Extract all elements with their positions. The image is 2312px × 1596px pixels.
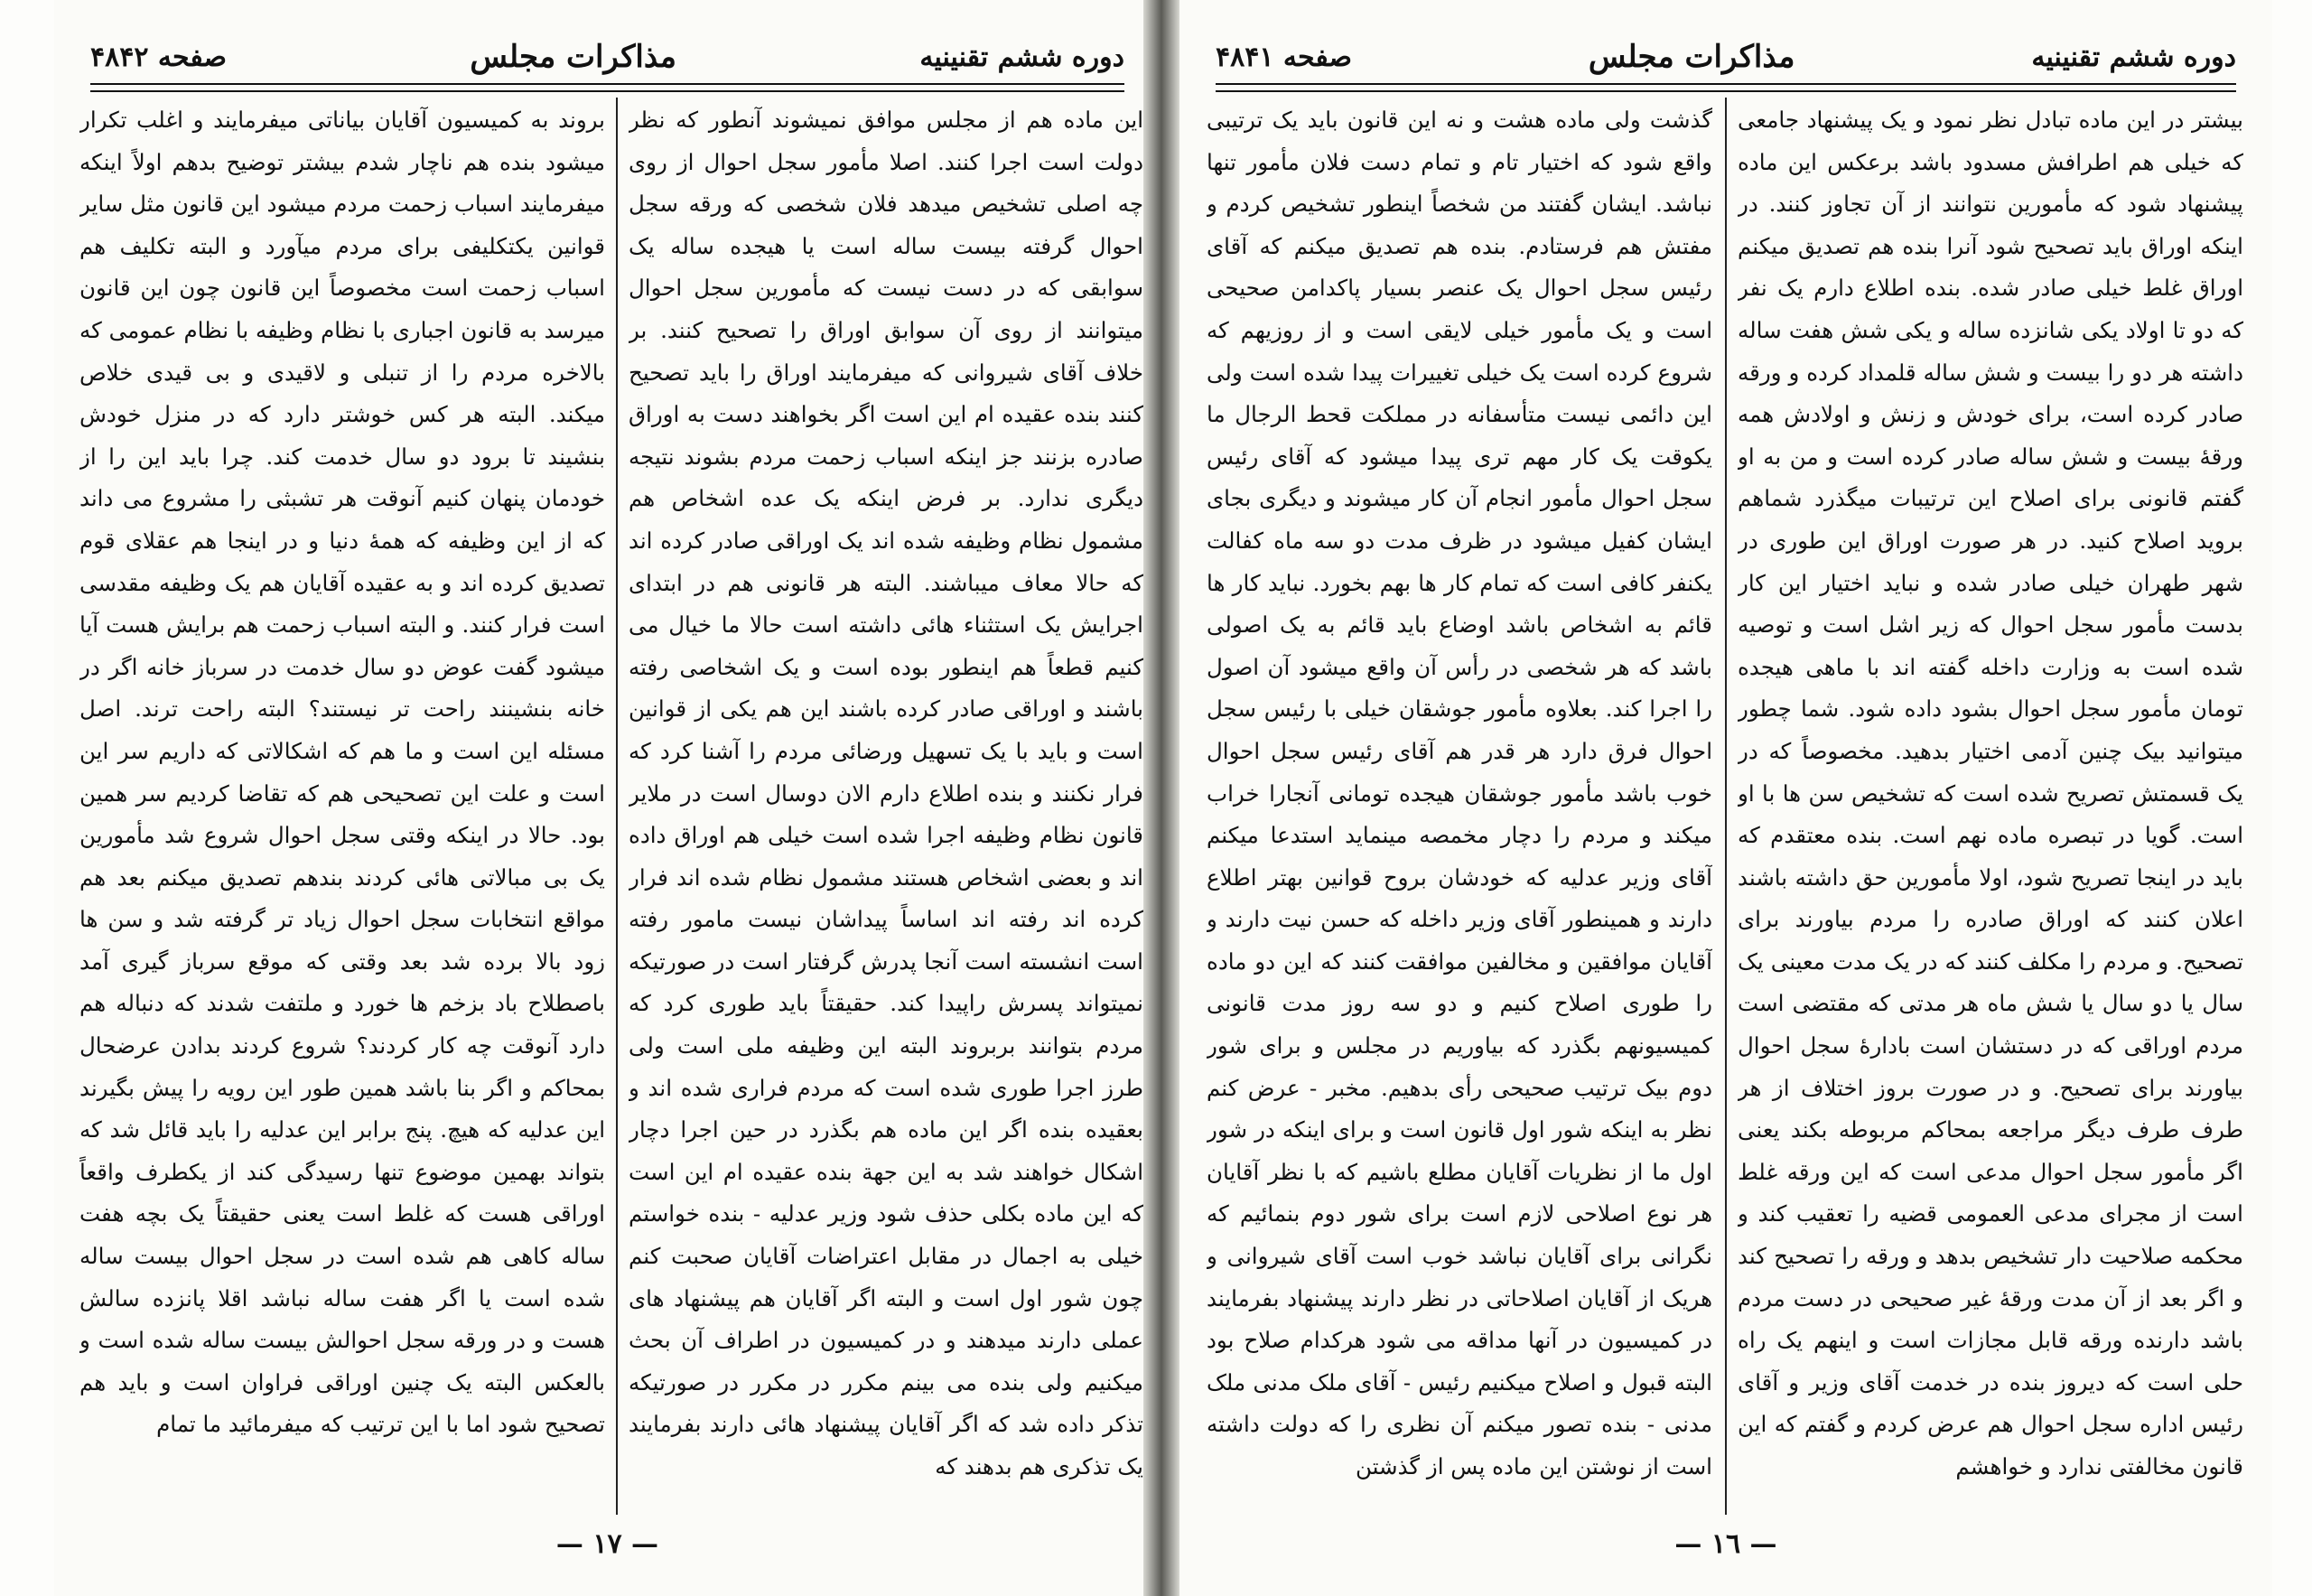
folio-number: — ١٦ —	[1674, 1528, 1777, 1560]
right-page-header	[1216, 34, 2236, 79]
column-divider	[1725, 98, 1727, 1515]
column-text: گذشت ولی ماده هشت و نه این قانون باید یک ترتیبی واقع شود که اختیار تام و تمام دست فلان مأمور تنها نباشد. ایشان گفتند من شخصاً اینطور تشخیص کردم و مفتش هم فرستادم. بنده هم تصدیق میکنم که آقای رئیس سجل احوال یک عنصر بسیار پاکدامن صحیحی است و یک مأمور خیلی لایقی است و از روزیهم که شروع کرده است یک خیلی تغییرات پیدا شده است ولی این دائمی نیست متأسفانه در مملکت قحط الرجال ما یکوقت یک کار مهم تری پیدا میشود که آقای رئیس سجل احوال مأمور انجام آن کار میشوند و دیگری بجای ایشان کفیل میشود در ظرف مدت دو سه ماه کفالت یکنفر کافی است که تمام کار ها بهم بخورد. نباید کار ها قائم به اشخاص باشد اوضاع باید قائم به یک اصولی باشد که هر شخصی در رأس آن واقع میشود آن اصول را اجرا کند. بعلاوه مأمور جوشقان خیلی با رئیس سجل احوال فرق دارد هر قدر هم آقای رئیس سجل احوال خوب باشد مأمور جوشقان هیجده تومانی آنجارا خراب میکند و مردم را دچار مخمصه مینماید استدعا میکنم آقای وزیر عدلیه که خودشان بروح قوانین بهتر اطلاع دارند و همینطور آقای وزیر داخله که حسن نیت دارند و آقایان موافقین و مخالفین موافقت کنند که این دو ماده را طوری اصلاح کنیم و دو سه روز مدت قانونی کمیسیونهم بگذرد که بیاوریم در مجلس و برای شور دوم بیک ترتیب صحیحی رأی بدهیم. مخبر - عرض کنم نظر به اینکه شور اول قانون است و برای اینکه در شور اول ما از نظریات آقایان مطلع باشیم که با نظر آقایان هر نوع اصلاحی لازم است برای شور دوم بنمائیم که نگرانی برای آقایان نباشد خوب است آقای شیروانی و هریک از آقایان اصلاحاتی در نظر دارند پیشنهاد بفرمایند در کمیسیون در آنها مداقه می شود هرکدام صلاح بود البته قبول و اصلاح میکنیم رئیس - آقای ملک مدنی ملک مدنی - بنده تصور میکنم آن نظری را که دولت داشته است از نوشتن این ماده پس از گذشتن	[1207, 107, 1712, 1479]
left-page	[54, 0, 1161, 1596]
session-label: دوره ششم تقنینیه	[2031, 41, 2236, 73]
column-text: بروند به کمیسیون آقایان بیاناتی میفرمایند و اغلب تکرار میشود بنده هم ناچار شدم بیشتر توضیح بدهم اولاً اینکه میفرمایند اسباب زحمت مردم میشود این قانون مثل سایر قوانین یکتکلیفی برای مردم میآورد و البته تکلیف هم اسباب زحمت است مخصوصاً این قانون چون این قانون میرسد به قانون اجباری با نظام وظیفه با نظام عمومی که بالاخره مردم را از تنبلی و لاقیدی و بی قیدی خلاص میکند. البته هر کس خوشتر دارد که در منزل خودش بنشیند تا برود دو سال خدمت کند. چرا باید این را از خودمان پنهان کنیم آنوقت هر تشبثی را مشروع می داند که از این وظیفه که همهٔ دنیا و در اینجا هم عقلای قوم تصدیق کرده اند و به عقیده آقایان هم یک وظیفه مقدسی است فرار کنند. و البته اسباب زحمت هم برایش هست آیا میشود گفت عوض دو سال خدمت در سرباز خانه اگر در خانه بنشینند راحت تر نیستند؟ البته راحت ترند. اصل مسئله این است و ما هم که اشکالاتی که داریم سر این است و علت این تصحیحی هم که تقاضا کردیم سر همین بود. حالا در اینکه وقتی سجل احوال شروع شد مأمورین یک بی مبالاتی هائی کردند بندهم تصدیق میکنم بعد هم مواقع انتخابات سجل احوال زیاد تر گرفته شد و سن ها زود بالا برده شد بعد وقتی که موقع سرباز گیری آمد باصطلاح باد بزخم ها خورد و ملتفت شدند که دنباله هم دارد آنوقت چه کار کردند؟ شروع کردند بدادن عرضحال بمحاکم و اگر بنا باشد همین طور این رویه را پیش بگیرند این عدلیه که هیچ. پنج برابر این عدلیه را باید قائل شد که بتواند بهمین موضوع تنها رسیدگی کند از یکطرف واقعاً اوراقی هست که غلط است یعنی حقیقتاً یک بچه هفت ساله کاهی هم شده است در سجل احوال بیست ساله شده است یا اگر هفت ساله نباشد اقلا پانزده سالش هست و در ورقه سجل احوالش بیست ساله شده است و بالعکس البته یک چنین اوراقی فراوان است و باید هم تصحیح شود اما با این ترتیب که میفرمائید ما تمام	[79, 107, 605, 1438]
left-page-header	[90, 34, 1124, 79]
header-rule	[1216, 83, 2236, 92]
text-column-right	[629, 99, 1143, 1510]
text-column-right	[1738, 99, 2243, 1510]
page-number-label: صفحه ۴۸۴۲	[90, 41, 227, 73]
book-gutter	[1143, 0, 1179, 1596]
running-title: مذاکرات مجلس	[1588, 39, 1795, 75]
header-rule	[90, 83, 1124, 92]
text-column-left	[1207, 99, 1712, 1510]
column-divider	[616, 98, 618, 1515]
page-folio	[1179, 1528, 2272, 1560]
column-text: بیشتر در این ماده تبادل نظر نمود و یک پیشنهاد جامعی که خیلی هم اطرافش مسدود باشد برعکس این ماده پیشنهاد شود که مأمورین نتوانند از آن تجاوز کنند. در اینکه اوراق باید تصحیح شود آنرا بنده هم تصدیق میکنم اوراق غلط خیلی صادر شده. بنده اطلاع دارم یک نفر که دو تا اولاد یکی شانزده ساله و یکی شش هفت ساله داشته هر دو را بیست و شش ساله قلمداد کرده و ورقه صادر کرده است، برای خودش و زنش و اولادش همه ورقهٔ بیست و شش ساله صادر کرده است و من به او گفتم قانونی برای اصلاح این ترتیبات میگذرد شماهم بروید اصلاح کنید. در هر صورت اوراق این طوری در شهر طهران خیلی صادر شده و نباید اختیار این کار بدست مأمور سجل احوال که زیر اشل است و توصیه شده است به وزارت داخله گفته اند با ماهی هیجده تومان مأمور سجل احوال بشود داده شود. شما چطور میتوانید بیک چنین آدمی اختیار بدهید. مخصوصاً که در یک قسمتش تصریح شده است که تشخیص سن ها با او است. گویا در تبصره ماده نهم است. بنده معتقدم که باید در اینجا تصریح شود، اولا مأمورین حق داشته باشند اعلان کنند که اوراق صادره را مردم بیاورند برای تصحیح. و مردم را مکلف کنند که در یک مدت معینی یک سال یا دو سال یا شش ماه هر مدتی که مقتضی است مردم اوراقی که در دستشان است بادارهٔ سجل احوال بیاورند برای تصحیح. و در صورت بروز اختلاف از هر طرف طرف دیگر مراجعه بمحاکم مربوطه بکند یعنی اگر مأمور سجل احوال مدعی است که این ورقه غلط است از مجرای مدعی العمومی قضیه را تعقیب کند و محکمه صلاحیت دار تشخیص بدهد و ورقه را تصحیح کند و اگر بعد از آن مدت ورقهٔ غیر صحیحی در دست مردم باشد دارنده ورقه قابل مجازات است و اینهم یک راه حلی است که دیروز بنده در خدمت آقای وزیر و آقای رئیس اداره سجل احوال هم عرض کردم و گفتم که این قانون مخالفتی ندارد و خواهشم	[1738, 107, 2243, 1479]
column-text: این ماده هم از مجلس موافق نمیشوند آنطور که نظر دولت است اجرا کنند. اصلا مأمور سجل احوال از روی چه اصلی تشخیص میدهد فلان شخصی که ورقه سجل احوال گرفته بیست ساله است یا هیجده ساله یک سوابقی که در دست نیست که مأمورین سجل احوال میتوانند از روی آن سوابق اوراق را تصحیح کنند. بر خلاف آقای شیروانی که میفرمایند اوراق را باید تصحیح کنند بنده عقیده ام این است اگر بخواهند دست به اوراق صادره بزنند جز اینکه اسباب زحمت مردم بشوند نتیجه دیگری ندارد. بر فرض اینکه یک عده اشخاص هم مشمول نظام وظیفه شده اند یک اوراقی صادر کرده اند که حالا معاف میباشند. البته هر قانونی هم در ابتدای اجرایش یک استثناء هائی داشته است حالا ما خیال می کنیم قطعاً هم اینطور بوده است و یک اشخاصی رفته باشند و اوراقی صادر کرده باشند این هم یکی از قوانین است و باید با یک تسهیل ورضائی مردم را آشنا کرد که فرار نکنند و بنده اطلاع دارم الان دوسال است در ملایر قانون نظام وظیفه اجرا شده است خیلی هم اوراق داده اند و بعضی اشخاص هستند مشمول نظام شده اند فرار کرده اند رفته اند اساساً پیداشان نیست مامور رفته است انشسته است آنجا پدرش گرفتار است در صورتیکه نمیتواند پسرش راپیدا کند. حقیقتاً باید طوری کرد که مردم بتوانند بربروند البته این وظیفه ملی است ولی طرز اجرا طوری شده است که مردم فراری شده اند و بعقیده بنده اگر این ماده هم بگذرد در حین اجرا دچار اشکال خواهند شد به این جهة بنده عقیده ام این است که این ماده بکلی حذف شود وزیر عدلیه - بنده خواستم خیلی به اجمال در مقابل اعتراضات آقایان صحبت کنم چون شور اول است و البته اگر آقایان هم پیشنهاد های عملی دارند میدهند و در کمیسیون در اطراف آن بحث میکنیم ولی بنده می بینم مکرر در مکرر در صورتیکه تذکر داده شد که اگر آقایان پیشنهاد هائی دارند بفرمایند یک تذکری هم بدهند که	[629, 107, 1143, 1479]
running-title: مذاکرات مجلس	[470, 39, 676, 75]
folio-number: — ١٧ —	[555, 1528, 659, 1560]
right-page	[1179, 0, 2272, 1596]
page-number-label: صفحه ۴۸۴۱	[1216, 41, 1352, 73]
page-folio	[54, 1528, 1161, 1560]
text-column-left	[79, 99, 605, 1510]
session-label: دوره ششم تقنینیه	[919, 41, 1124, 73]
